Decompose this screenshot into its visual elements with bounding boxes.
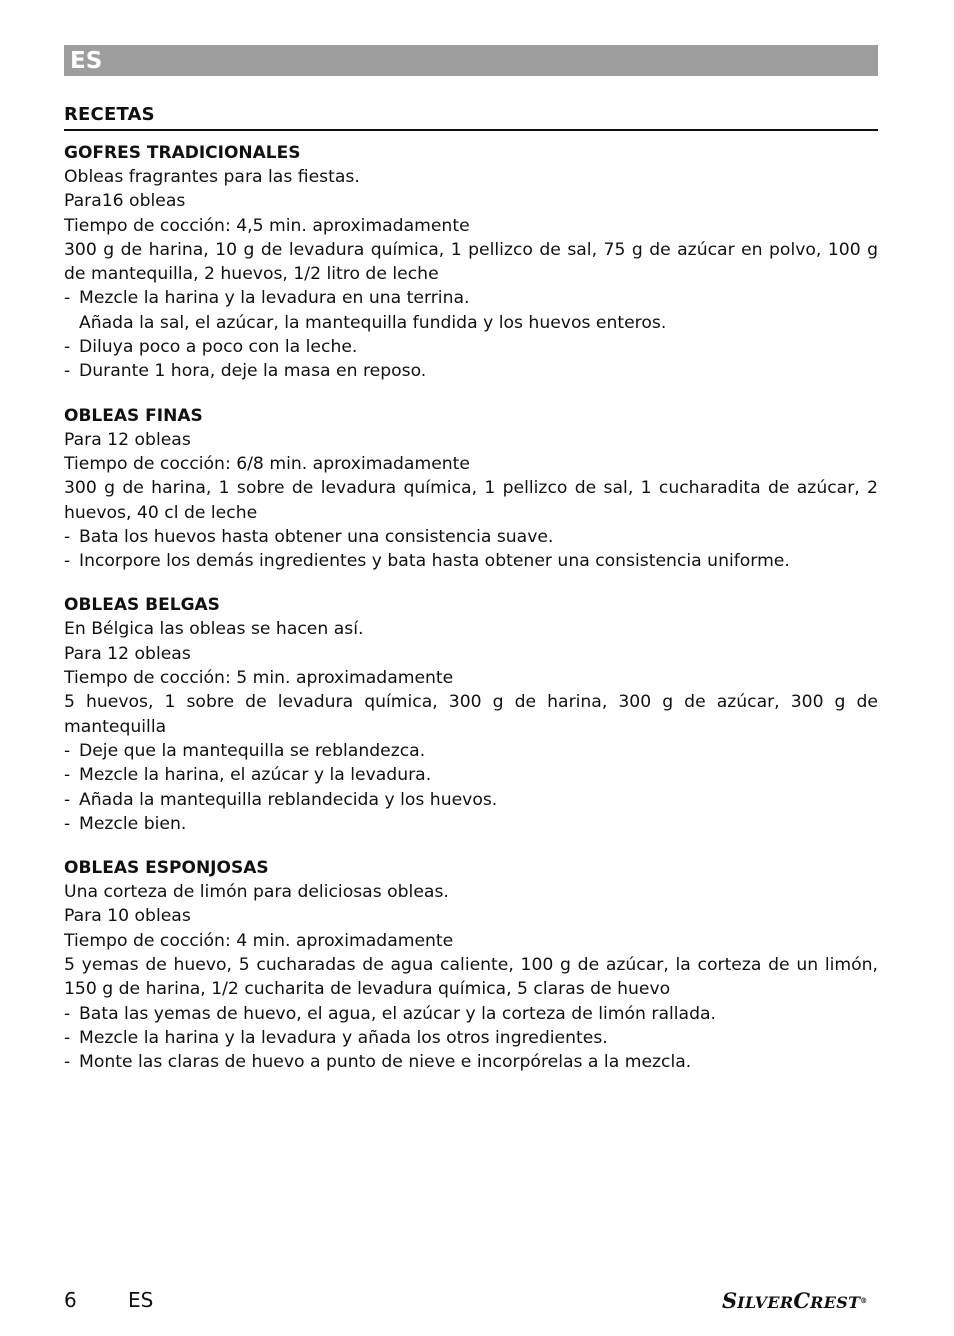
recipe-title: OBLEAS FINAS xyxy=(64,405,203,426)
recipes-content xyxy=(64,104,878,1095)
recipe-ingredients: 5 yemas de huevo, 5 cucharadas de agua caliente, 100 g de azúcar, la corteza de un limón, 150 g de harina, 1/2 cucharita de levadura química, 5 claras de huevo xyxy=(64,955,878,1000)
recipe-step: - Monte las claras de huevo a punto de nieve e incorpórelas a la mezcla. xyxy=(64,1050,878,1074)
recipe-step: - Durante 1 hora, deje la masa en reposo. xyxy=(64,359,878,383)
recipe-line: En Bélgica las obleas se hacen así. xyxy=(64,619,364,640)
recipe-obleas-belgas xyxy=(64,593,878,836)
logo-letter: S xyxy=(722,1288,738,1313)
recipe-servings: Para 10 obleas xyxy=(64,906,191,927)
recipe-step: - Mezcle bien. xyxy=(64,812,878,836)
recipe-cooking-time: Tiempo de cocción: 4 min. aproximadamente xyxy=(64,930,454,951)
recipe-cooking-time: Tiempo de cocción: 5 min. aproximadamente xyxy=(64,668,454,689)
recipe-step: - Bata los huevos hasta obtener una consistencia suave. xyxy=(64,525,878,549)
recipe-title: GOFRES TRADICIONALES xyxy=(64,143,301,163)
recipe-line: Una corteza de limón para deliciosas obleas. xyxy=(64,882,449,903)
logo-letters: ILVER xyxy=(737,1293,794,1312)
logo-letter: C xyxy=(793,1288,811,1313)
recipe-ingredients: 5 huevos, 1 sobre de levadura química, 300 g de harina, 300 g de azúcar, 300 g de mantequilla xyxy=(64,692,878,737)
recipe-step: - Bata las yemas de huevo, el agua, el azúcar y la corteza de limón rallada. xyxy=(64,1002,878,1026)
recipe-cooking-time: Tiempo de cocción: 4,5 min. aproximadamente xyxy=(64,215,470,236)
recipe-step: - Añada la mantequilla reblandecida y los huevos. xyxy=(64,788,878,812)
recipe-servings: Para16 obleas xyxy=(64,191,186,212)
logo-letters: REST xyxy=(810,1293,861,1312)
silvercrest-logo xyxy=(722,1288,882,1314)
recipe-cooking-time: Tiempo de cocción: 6/8 min. aproximadamente xyxy=(64,453,470,474)
recipe-line: Obleas fragrantes para las fiestas. xyxy=(64,167,360,187)
recipe-step: - Diluya poco a poco con la leche. xyxy=(64,335,878,359)
section-title: RECETAS xyxy=(64,104,878,131)
recipe-step: - Deje que la mantequilla se reblandezca. xyxy=(64,739,878,763)
language-code-label: ES xyxy=(70,48,103,74)
recipe-ingredients: 300 g de harina, 10 g de levadura química, 1 pellizco de sal, 75 g de azúcar en polvo, 100 g de mantequilla, 2 huevos, 1/2 litro de leche xyxy=(64,239,878,285)
recipe-gofres-tradicionales xyxy=(64,141,878,384)
recipe-title: OBLEAS ESPONJOSAS xyxy=(64,858,269,879)
recipe-servings: Para 12 obleas xyxy=(64,643,191,664)
recipe-step: - Mezcle la harina y la levadura y añada los otros ingredientes. xyxy=(64,1026,878,1050)
recipe-step: - Mezcle la harina, el azúcar y la levadura. xyxy=(64,763,878,787)
recipe-obleas-esponjosas xyxy=(64,856,878,1074)
recipe-obleas-finas xyxy=(64,404,878,574)
recipe-step: - Incorpore los demás ingredientes y bata hasta obtener una consistencia uniforme. xyxy=(64,549,878,573)
registered-mark: ® xyxy=(860,1296,868,1305)
language-header-bar xyxy=(64,45,878,76)
recipe-ingredients: 300 g de harina, 1 sobre de levadura química, 1 pellizco de sal, 1 cucharadita de azúcar, 2 huevos, 40 cl de leche xyxy=(64,478,878,523)
recipe-servings: Para 12 obleas xyxy=(64,429,191,450)
recipe-title: OBLEAS BELGAS xyxy=(64,595,220,616)
page-number: 6 xyxy=(64,1288,77,1312)
footer-language-code: ES xyxy=(128,1288,154,1312)
recipe-step: - Mezcle la harina y la levadura en una terrina. xyxy=(64,286,878,310)
recipe-step-continuation: Añada la sal, el azúcar, la mantequilla fundida y los huevos enteros. xyxy=(79,312,667,333)
